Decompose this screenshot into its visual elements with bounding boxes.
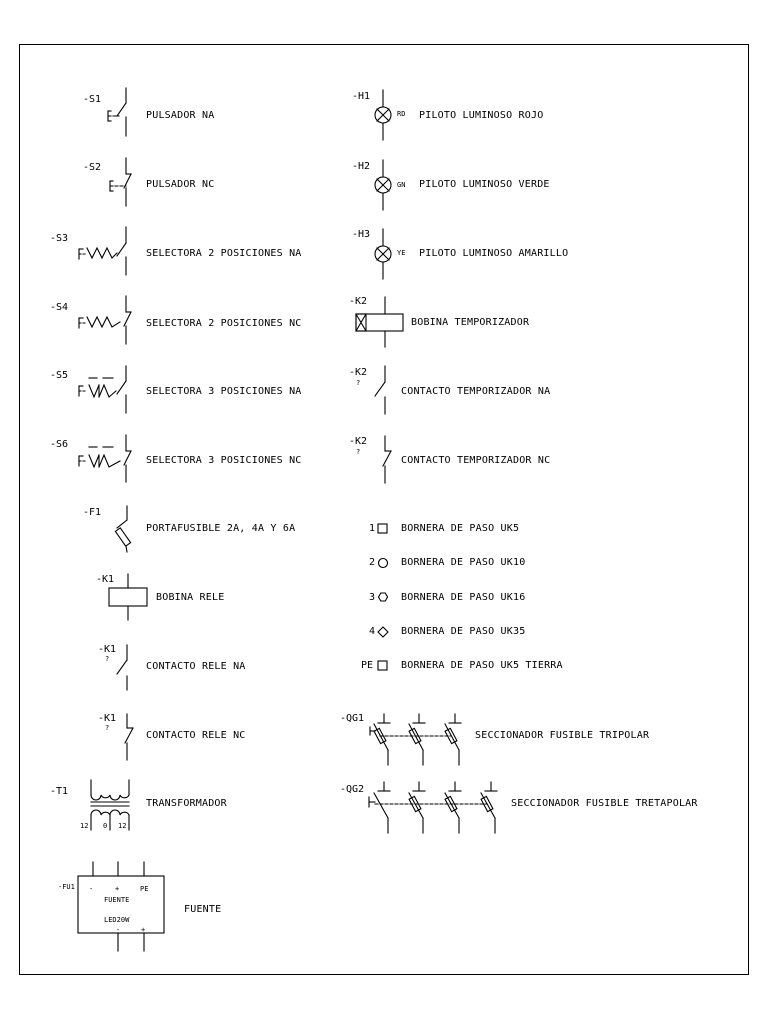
k2-no-sub: ? bbox=[356, 379, 361, 387]
fu1-tag: -FU1 bbox=[58, 883, 75, 891]
power-supply-symbol bbox=[78, 862, 164, 951]
t1-label: TRANSFORMADOR bbox=[146, 798, 227, 809]
terminal-pe-square-symbol bbox=[378, 661, 387, 670]
fuse-holder-symbol bbox=[115, 506, 130, 552]
k2-coil-tag: -K2 bbox=[349, 296, 368, 307]
k1-coil-tag: -K1 bbox=[96, 574, 115, 585]
relay-contact-nc-symbol bbox=[125, 714, 133, 760]
terminal-3-label: BORNERA DE PASO UK16 bbox=[401, 592, 526, 603]
timer-contact-nc-symbol bbox=[383, 436, 391, 483]
terminal-2-label: BORNERA DE PASO UK10 bbox=[401, 557, 526, 568]
f1-tag: -F1 bbox=[83, 507, 102, 518]
terminal-1-num: 1 bbox=[369, 523, 376, 534]
fu1-pin-bottom-1: - bbox=[116, 926, 121, 934]
pilot-light-h2-symbol bbox=[375, 160, 391, 210]
h3-tag: -H3 bbox=[352, 229, 371, 240]
s6-tag: -S6 bbox=[50, 439, 69, 450]
terminal-3-num: 3 bbox=[369, 592, 376, 603]
qg1-label: SECCIONADOR FUSIBLE TRIPOLAR bbox=[475, 730, 650, 741]
t1-tag: -T1 bbox=[50, 786, 69, 797]
pilot-light-h3-symbol bbox=[375, 229, 391, 279]
fu1-pin-bottom-2: + bbox=[141, 926, 146, 934]
fu1-box-name: FUENTE bbox=[104, 896, 130, 904]
k2-nc-sub: ? bbox=[356, 448, 361, 456]
terminal-diamond-symbol bbox=[378, 627, 388, 637]
h1-label: PILOTO LUMINOSO ROJO bbox=[419, 110, 544, 121]
selector-3pos-nc-symbol bbox=[79, 435, 131, 482]
k2-coil-label: BOBINA TEMPORIZADOR bbox=[411, 317, 530, 328]
terminal-hexagon-symbol bbox=[379, 593, 388, 601]
h3-label: PILOTO LUMINOSO AMARILLO bbox=[419, 248, 569, 259]
disconnector-3-pole-symbol bbox=[370, 714, 461, 765]
k1-coil-label: BOBINA RELE bbox=[156, 592, 225, 603]
terminal-pe-label: BORNERA DE PASO UK5 TIERRA bbox=[401, 660, 563, 671]
k1-no-sub: ? bbox=[105, 655, 110, 663]
s5-tag: -S5 bbox=[50, 370, 69, 381]
relay-coil-symbol bbox=[109, 574, 147, 620]
s3-label: SELECTORA 2 POSICIONES NA bbox=[146, 248, 302, 259]
fu1-pin-top-1: - bbox=[89, 885, 94, 893]
h3-code: YE bbox=[397, 249, 406, 257]
terminal-square-symbol bbox=[378, 524, 387, 533]
h1-tag: -H1 bbox=[352, 91, 371, 102]
selector-2pos-nc-symbol bbox=[79, 296, 131, 344]
fu1-pin-top-2: + bbox=[115, 885, 120, 893]
qg2-tag: -QG2 bbox=[340, 784, 365, 795]
timer-contact-no-symbol bbox=[375, 366, 385, 414]
k1-nc-label: CONTACTO RELE NC bbox=[146, 730, 246, 741]
k1-no-tag: -K1 bbox=[98, 644, 117, 655]
t1-tap-2: 0 bbox=[103, 822, 108, 830]
fu1-label: FUENTE bbox=[184, 904, 222, 915]
disconnector-4-pole-symbol bbox=[369, 782, 497, 833]
h2-code: GN bbox=[397, 181, 406, 189]
s1-tag: -S1 bbox=[83, 94, 102, 105]
selector-3pos-no-symbol bbox=[79, 366, 126, 413]
s4-label: SELECTORA 2 POSICIONES NC bbox=[146, 318, 302, 329]
selector-2pos-no-symbol bbox=[79, 227, 126, 275]
s1-label: PULSADOR NA bbox=[146, 110, 215, 121]
h2-tag: -H2 bbox=[352, 161, 371, 172]
k2-nc-tag: -K2 bbox=[349, 436, 368, 447]
push-button-no-symbol bbox=[108, 88, 126, 136]
t1-tap-1: 12 bbox=[80, 822, 89, 830]
s6-label: SELECTORA 3 POSICIONES NC bbox=[146, 455, 302, 466]
h2-label: PILOTO LUMINOSO VERDE bbox=[419, 179, 550, 190]
k1-no-label: CONTACTO RELE NA bbox=[146, 661, 246, 672]
k2-nc-label: CONTACTO TEMPORIZADOR NC bbox=[401, 455, 551, 466]
terminal-2-num: 2 bbox=[369, 557, 376, 568]
h1-code: RD bbox=[397, 110, 406, 118]
k2-no-tag: -K2 bbox=[349, 367, 368, 378]
terminal-4-label: BORNERA DE PASO UK35 bbox=[401, 626, 526, 637]
qg1-tag: -QG1 bbox=[340, 713, 365, 724]
push-button-nc-symbol bbox=[110, 158, 131, 206]
terminal-1-label: BORNERA DE PASO UK5 bbox=[401, 523, 520, 534]
terminal-pe-num: PE bbox=[361, 660, 374, 671]
fu1-pin-top-3: PE bbox=[140, 885, 149, 893]
s3-tag: -S3 bbox=[50, 233, 69, 244]
s4-tag: -S4 bbox=[50, 302, 69, 313]
k1-nc-sub: ? bbox=[105, 724, 110, 732]
s2-tag: -S2 bbox=[83, 162, 102, 173]
fu1-box-model: LED20W bbox=[104, 916, 130, 924]
s5-label: SELECTORA 3 POSICIONES NA bbox=[146, 386, 302, 397]
s2-label: PULSADOR NC bbox=[146, 179, 215, 190]
t1-tap-3: 12 bbox=[118, 822, 127, 830]
terminal-4-num: 4 bbox=[369, 626, 376, 637]
terminal-circle-symbol bbox=[379, 559, 388, 568]
k2-no-label: CONTACTO TEMPORIZADOR NA bbox=[401, 386, 551, 397]
k1-nc-tag: -K1 bbox=[98, 713, 117, 724]
relay-contact-no-symbol bbox=[117, 645, 127, 690]
f1-label: PORTAFUSIBLE 2A, 4A Y 6A bbox=[146, 523, 296, 534]
qg2-label: SECCIONADOR FUSIBLE TRETAPOLAR bbox=[511, 798, 698, 809]
pilot-light-h1-symbol bbox=[375, 90, 391, 140]
